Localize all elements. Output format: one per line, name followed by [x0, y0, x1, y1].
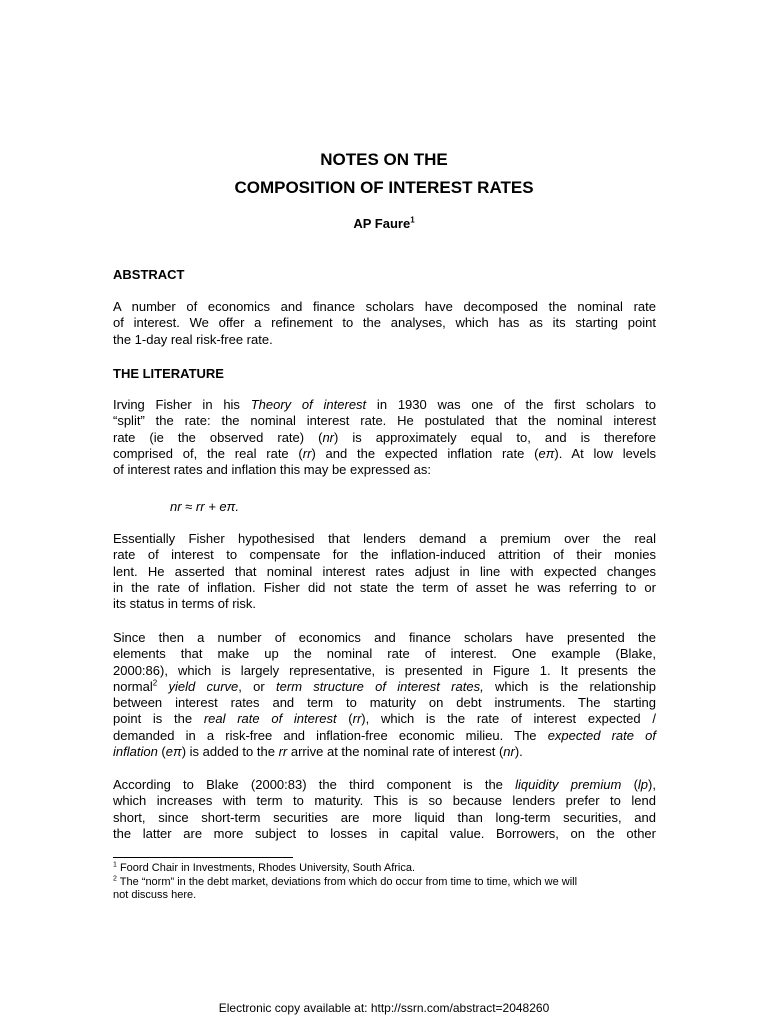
literature-paragraph-3 [113, 630, 656, 760]
paragraph-line: its status in terms of risk. [113, 596, 257, 612]
symbol: nr [503, 744, 515, 760]
paragraph-line: in the rate of inflation. Fisher did not state the term of asset he was referring to or [113, 579, 656, 595]
symbol: lp [637, 777, 649, 792]
footnote-separator [113, 857, 293, 858]
abstract-line: of interest. We offer a refinement to the analyses, which has as its starting point [113, 315, 656, 331]
text-run: ), which is the rate of interest expected / [361, 711, 656, 727]
literature-paragraph-2 [113, 531, 656, 612]
literature-heading: THE LITERATURE [113, 366, 224, 381]
text-run: ). [514, 744, 523, 760]
symbol: eπ [165, 744, 182, 760]
ssrn-availability-note: Electronic copy available at: http://ssrn.com/abstract=2048260 [218, 1001, 550, 1015]
paragraph-line [113, 744, 656, 760]
text-run: ( [157, 744, 166, 760]
abstract-line: the 1-day real risk-free rate. [113, 331, 273, 347]
paragraph-line [113, 711, 656, 727]
symbol: rr [352, 711, 362, 727]
text-run: ). At low levels [554, 445, 656, 461]
author-footnote-mark: 1 [410, 215, 415, 225]
paragraph-line: Essentially Fisher hypothesised that lenders demand a premium over the real [113, 531, 656, 546]
paragraph-line: short, since short-term securities are more liquid than long-term securities, and [113, 809, 656, 825]
paragraph-line [113, 430, 656, 446]
paragraph-line [113, 679, 656, 695]
title-line-2: COMPOSITION OF INTEREST RATES [234, 178, 534, 197]
text-run: ) is added to the [181, 744, 279, 760]
symbol: rr [302, 445, 312, 461]
term: real rate of interest [203, 711, 337, 727]
term: inflation [113, 744, 158, 760]
text-run: point is the [113, 711, 204, 727]
paragraph-line [113, 397, 656, 413]
paragraph-line [113, 777, 656, 793]
fisher-formula [170, 499, 239, 514]
paragraph-line: 2000:86), which is largely representative, is presented in Figure 1. It presents the [113, 662, 656, 678]
footnote-1 [113, 862, 673, 876]
text-run: According to Blake (2000:83) the third component is the [113, 777, 516, 792]
text-run: ( [621, 777, 638, 792]
formula-text: nr ≈ rr + eπ. [170, 499, 239, 514]
text-run: ) and the expected inflation rate ( [311, 445, 539, 461]
text-run: ), [648, 777, 656, 792]
text-run: Irving Fisher in his [113, 397, 251, 412]
author-name [0, 216, 768, 231]
abstract-paragraph [113, 299, 656, 348]
paragraph-line: the latter are more subject to losses in capital value. Borrowers, on the other [113, 825, 656, 841]
author-name-text: AP Faure [353, 216, 411, 231]
paragraph-line: “split” the rate: the nominal interest rate. He postulated that the nominal interest [113, 413, 656, 429]
text-run: in 1930 was one of the first scholars to [366, 397, 656, 412]
paragraph-line [113, 446, 656, 462]
footnotes [113, 862, 673, 903]
term: yield curve [157, 678, 239, 694]
symbol: nr [322, 429, 334, 445]
abstract-heading: ABSTRACT [113, 267, 185, 282]
footnote-2 [113, 876, 673, 903]
text-run: rate (ie the observed rate) ( [113, 429, 323, 445]
paragraph-line: of interest rates and inflation this may be expressed as: [113, 462, 431, 478]
symbol: rr [278, 744, 288, 760]
footnote-mark: 2 [113, 874, 117, 882]
term: liquidity premium [515, 777, 622, 792]
paragraph-line: lent. He asserted that nominal interest rates adjust in line with expected changes [113, 563, 656, 579]
paragraph-line: which increases with term to maturity. This is so because lenders prefer to lend [113, 793, 656, 809]
text-run: ) is approximately equal to, and is therefore [334, 429, 656, 445]
paragraph-line: between interest rates and term to maturity on debt instruments. The starting [113, 695, 656, 711]
book-title: Theory of interest [250, 397, 367, 412]
text-run: ( [336, 711, 353, 727]
footnote-mark: 1 [113, 861, 117, 869]
abstract-line: A number of economics and finance scholars have decomposed the nominal rate [113, 299, 656, 314]
title-line-1: NOTES ON THE [320, 150, 448, 169]
text-run: arrive at the nominal rate of interest ( [287, 744, 504, 760]
paragraph-line: elements that make up the nominal rate of interest. One example (Blake, [113, 646, 656, 662]
footnote-text: The “norm” in the debt market, deviations from which do occur from time to time, which we will [116, 875, 578, 888]
term: term structure of interest rates, [276, 678, 484, 694]
footnote-mark: 2 [152, 678, 158, 688]
paragraph-line: rate of interest to compensate for the inflation-induced attrition of their monies [113, 547, 656, 563]
footnote-text: Foord Chair in Investments, Rhodes University, South Africa. [116, 862, 416, 874]
term: expected rate of [547, 727, 656, 743]
text-run: normal [113, 678, 153, 694]
paragraph-line: Since then a number of economics and finance scholars have presented the [113, 630, 656, 645]
text-run: , or [238, 678, 277, 694]
text-run: which is the relationship [483, 678, 656, 694]
footnote-text: not discuss here. [113, 889, 197, 901]
symbol: eπ [538, 445, 555, 461]
literature-paragraph-1 [113, 397, 656, 478]
text-run: demanded in a risk-free and inflation-free economic milieu. The [113, 727, 548, 743]
literature-paragraph-4 [113, 777, 656, 842]
paragraph-line [113, 728, 656, 744]
text-run: comprised of, the real rate ( [113, 445, 303, 461]
